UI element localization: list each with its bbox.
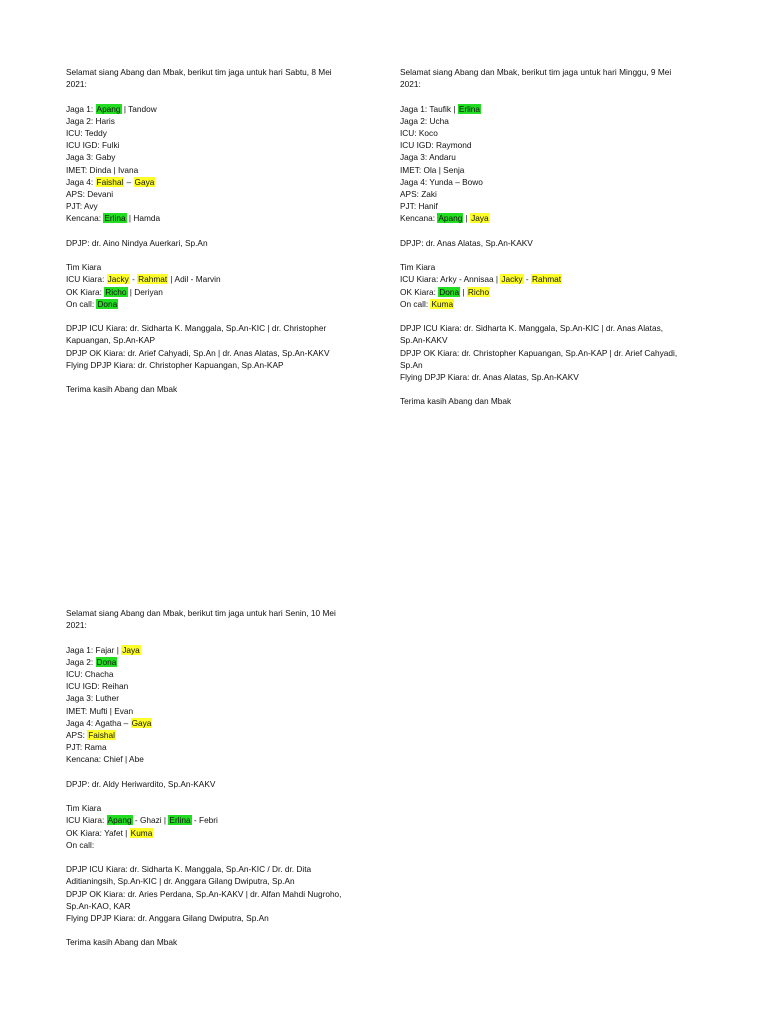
highlight-yellow: Kuma [130,827,153,838]
dpjp-icu-kiara-cont: Kapuangan, Sp.An-KAP [66,335,156,346]
highlight-yellow: Rahmat [531,274,562,285]
highlight-green: Apang [96,103,121,114]
closing: Terima kasih Abang dan Mbak [66,937,178,948]
icu-igd: ICU IGD: Reihan [66,681,129,692]
intro-line-date: 2021: [66,79,87,90]
tim-kiara-heading: Tim Kiara [66,803,102,814]
kencana: Kencana: Erlina | Hamda [66,213,161,224]
aps: APS: Zaki [400,189,437,200]
on-call: On call: Kuma [400,298,454,309]
dpjp-ok-kiara-cont: Sp.An [400,359,423,370]
dpjp-icu-kiara: DPJP ICU Kiara: dr. Sidharta K. Manggala, Sp.An-KIC / Dr. dr. Dita [66,864,312,875]
dpjp-icu-kiara-cont: Sp.An-KAKV [400,335,448,346]
highlight-yellow: Faishal [88,730,115,741]
ok-kiara: OK Kiara: Dona | Richo [400,286,490,297]
intro-line: Selamat siang Abang dan Mbak, berikut tim jaga untuk hari Sabtu, 8 Mei [66,67,332,77]
pjt: PJT: Rama [66,742,107,753]
highlight-green: Apang [438,213,463,224]
schedule-minggu [400,66,710,408]
flying-dpjp: Flying DPJP Kiara: dr. Christopher Kapuangan, Sp.An-KAP [66,359,284,370]
highlight-green: Erlina [169,815,191,826]
highlight-yellow: Gaya [131,717,152,728]
icu-kiara: ICU Kiara: Apang - Ghazi | Erlina - Febri [66,815,218,826]
highlight-yellow: Faishal [96,176,124,187]
jaga-3: Jaga 3: Andaru [400,152,456,163]
icu: ICU: Teddy [66,128,107,138]
icu-igd: ICU IGD: Raymond [400,140,472,151]
jaga-1: Jaga 1: Fajar | Jaya [66,644,140,655]
intro-line-date: 2021: [66,620,87,631]
highlight-green: Dona [96,656,117,667]
closing: Terima kasih Abang dan Mbak [66,384,178,395]
jaga-1: Jaga 1: Taufik | Erlina [400,103,481,114]
jaga-1: Jaga 1: Apang | Tandow [66,103,157,114]
dpjp-icu-kiara-cont: Aditianingsih, Sp.An-KIC | dr. Anggara Gilang Dwiputra, Sp.An [66,876,295,887]
pjt: PJT: Hanif [400,201,438,212]
dpjp: DPJP: dr. Aino Nindya Auerkari, Sp.An [66,237,208,248]
flying-dpjp: Flying DPJP Kiara: dr. Anas Alatas, Sp.An-KAKV [400,372,579,383]
flying-dpjp: Flying DPJP Kiara: dr. Anggara Gilang Dwiputra, Sp.An [66,913,269,924]
kencana: Kencana: Apang | Jaya [400,213,489,224]
dpjp-ok-kiara: DPJP OK Kiara: dr. Aries Perdana, Sp.An-KAKV | dr. Alfan Mahdi Nugroho, [66,888,342,899]
jaga-2: Jaga 2: Dona [66,656,117,667]
highlight-green: Erlina [458,103,481,114]
jaga-3: Jaga 3: Gaby [66,152,116,163]
tim-kiara-heading: Tim Kiara [66,262,102,273]
highlight-green: Richo [105,286,127,297]
dpjp-ok-kiara: DPJP OK Kiara: dr. Arief Cahyadi, Sp.An | dr. Anas Alatas, Sp.An-KAKV [66,347,330,358]
dpjp-ok-kiara-cont: Sp.An-KAO, KAR [66,900,131,911]
dpjp-icu-kiara: DPJP ICU Kiara: dr. Sidharta K. Manggala, Sp.An-KIC | dr. Christopher [66,323,327,334]
highlight-green: Erlina [104,213,126,224]
jaga-3: Jaga 3: Luther [66,693,120,704]
imet: IMET: Dinda | Ivana [66,164,139,175]
dpjp-ok-kiara: DPJP OK Kiara: dr. Christopher Kapuangan, Sp.An-KAP | dr. Arief Cahyadi, [400,347,678,358]
icu-kiara: ICU Kiara: Arky - Annisaa | Jacky - Rahmat [400,274,562,285]
intro-line: Selamat siang Abang dan Mbak, berikut tim jaga untuk hari Minggu, 9 Mei [400,67,672,77]
highlight-yellow: Richo [467,286,490,297]
highlight-green: Dona [439,286,460,297]
highlight-yellow: Jacky [501,274,523,285]
schedule-sabtu [66,66,366,395]
icu: ICU: Chacha [66,669,114,679]
on-call: On call: Dona [66,298,118,309]
jaga-2: Jaga 2: Ucha [400,115,449,126]
aps: APS: Devani [66,189,114,200]
ok-kiara: OK Kiara: Yafet | Kuma [66,827,153,838]
icu: ICU: Koco [400,128,438,138]
highlight-yellow: Gaya [134,176,155,187]
highlight-green: Dona [97,298,118,309]
jaga-4: Jaga 4: Agatha – Gaya [66,717,152,728]
jaga-4: Jaga 4: Yunda – Bowo [400,176,483,187]
highlight-yellow: Jaya [471,213,489,224]
kencana: Kencana: Chief | Abe [66,754,144,765]
highlight-yellow: Jacky [107,274,129,285]
ok-kiara: OK Kiara: Richo | Deriyan [66,286,163,297]
intro-line: Selamat siang Abang dan Mbak, berikut tim jaga untuk hari Senin, 10 Mei [66,608,336,618]
icu-igd: ICU IGD: Fulki [66,140,120,151]
highlight-yellow: Rahmat [138,274,168,285]
jaga-4: Jaga 4: Faishal – Gaya [66,176,155,187]
dpjp: DPJP: dr. Aldy Heriwardito, Sp.An-KAKV [66,778,216,789]
dpjp: DPJP: dr. Anas Alatas, Sp.An-KAKV [400,237,533,248]
imet: IMET: Mufti | Evan [66,705,134,716]
tim-kiara-heading: Tim Kiara [400,262,436,273]
intro-line-date: 2021: [400,79,421,90]
highlight-yellow: Kuma [431,298,454,309]
highlight-yellow: Jaya [122,644,140,655]
on-call: On call: [66,839,95,850]
icu-kiara: ICU Kiara: Jacky - Rahmat | Adil - Marvin [66,274,221,285]
dpjp-icu-kiara: DPJP ICU Kiara: dr. Sidharta K. Manggala, Sp.An-KIC | dr. Anas Alatas, [400,323,664,334]
highlight-green: Apang [107,815,132,826]
pjt: PJT: Avy [66,201,98,212]
schedule-senin [66,607,366,949]
closing: Terima kasih Abang dan Mbak [400,396,512,407]
imet: IMET: Ola | Senja [400,164,465,175]
aps: APS: Faishal [66,730,115,741]
jaga-2: Jaga 2: Haris [66,115,115,126]
